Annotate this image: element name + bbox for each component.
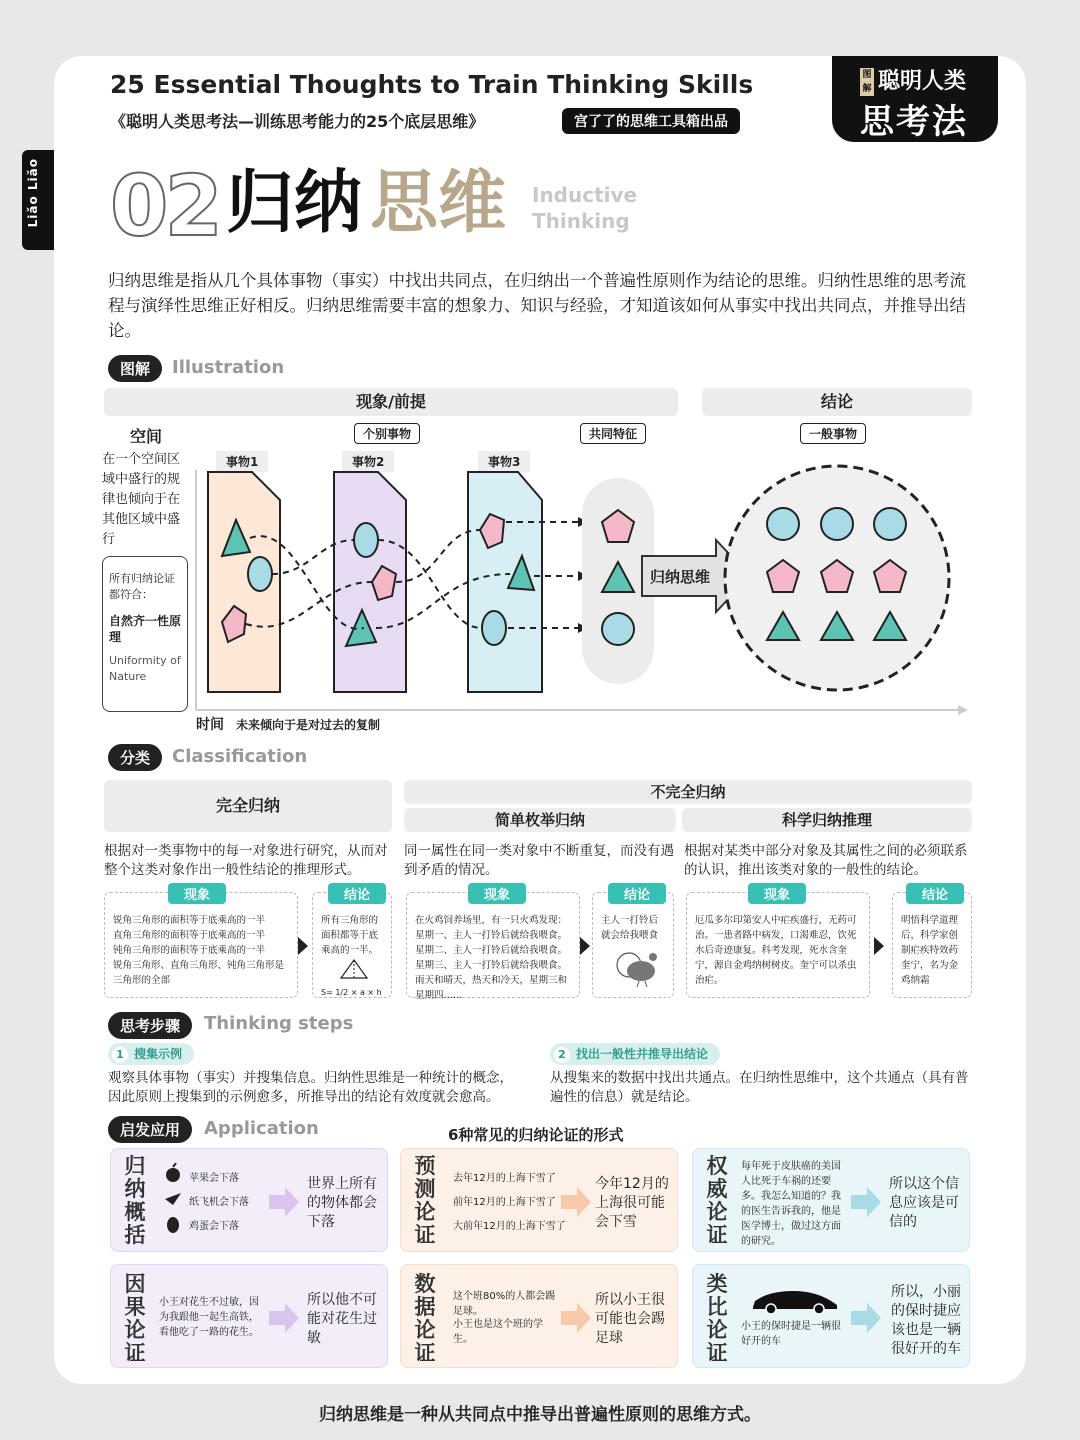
step2-title: 找出一般性并推导出结论 xyxy=(576,1047,709,1061)
logo-small-tag: 图解 xyxy=(860,68,874,96)
step2-pill xyxy=(550,1043,720,1065)
app1-conclusion: 世界上所有的物体都会下落 xyxy=(307,1176,377,1230)
complete-desc: 根据对一类事物中的每一对象进行研究，从而对整个这类对象作出一般性结论的推理形式。 xyxy=(104,843,388,878)
panel2-circle xyxy=(354,523,378,557)
complete-arrow xyxy=(298,937,308,955)
app5-premise-1: 这个班80%的人都会踢足球。 xyxy=(453,1291,556,1317)
app2-premise-2: 前年12月的上海下雪了 xyxy=(453,1197,556,1208)
thing3-label: 事物3 xyxy=(478,451,530,472)
step1-title: 搜集示例 xyxy=(134,1047,183,1061)
app2-premise-3: 大前年12月的上海下雪了 xyxy=(453,1221,566,1232)
classification-en: Classification xyxy=(172,746,308,767)
brand-pill: 宫了了的思维工具箱出品 xyxy=(562,108,740,134)
scientific-arrow xyxy=(874,937,884,955)
complete-phen-tag: 现象 xyxy=(168,883,226,904)
simple-arrow xyxy=(580,937,590,955)
simple-enumeration-bar: 简单枚举归纳 xyxy=(404,808,676,832)
induction-arrow-label: 归纳思维 xyxy=(650,568,711,586)
title-part-a: 归纳 xyxy=(226,164,363,243)
app-card-prediction xyxy=(400,1148,678,1252)
scientific-conc-tag: 结论 xyxy=(906,883,964,904)
space-text: 在一个空间区域中盛行的规律也倾向于在其他区域中盛行 xyxy=(102,452,181,547)
side-tab-label: Liǎo Liǎo xyxy=(26,158,40,228)
app-card-generalization xyxy=(110,1148,388,1252)
app2-arrow-icon xyxy=(561,1187,591,1217)
app-card-authority xyxy=(692,1148,970,1252)
app6-conclusion: 所以，小丽的保时捷应该也是一辆很好开的车 xyxy=(891,1284,961,1357)
app5-conclusion: 所以小王很可能也会踢足球 xyxy=(595,1292,665,1346)
tag-individual: 个别事物 xyxy=(354,423,420,444)
simple-conc-text: 主人一打铃后就会给我喂食 xyxy=(601,915,659,941)
uniformity-line3: Uniformity of Nature xyxy=(109,654,181,683)
complete-phen-4: 锐角三角形、直角三角形、钝角三角形是三角形的全部 xyxy=(113,960,285,986)
title-english-line1: Inductive xyxy=(532,183,638,207)
tag-general: 一般事物 xyxy=(800,423,866,444)
turkey-icon xyxy=(615,943,665,987)
incomplete-induction-bar: 不完全归纳 xyxy=(404,780,972,804)
app6-arrow-icon xyxy=(851,1303,881,1333)
app4-arrow-icon xyxy=(269,1303,299,1333)
application-pill: 启发应用 xyxy=(108,1116,192,1143)
complete-conc-text: 所有三角形的面积都等于底乘高的一半。 xyxy=(321,915,379,956)
uniformity-line2: 自然齐一性原理 xyxy=(109,614,182,644)
space-title: 空间 xyxy=(130,427,163,446)
premise-bar: 现象/前提 xyxy=(104,388,678,416)
illustration-pill: 图解 xyxy=(108,355,162,382)
app1-premise-2: 纸飞机会下落 xyxy=(189,1197,249,1208)
step1-number: 1 xyxy=(112,1047,128,1063)
application-en: Application xyxy=(204,1118,319,1139)
simple-desc: 同一属性在同一类对象中不断重复，而没有遇到矛盾的情况。 xyxy=(404,843,674,878)
app-card-analogy xyxy=(692,1264,970,1368)
app-card-analogy-title: 类比论证 xyxy=(706,1272,728,1365)
app-card-causal-title: 因果论证 xyxy=(124,1272,146,1365)
application-heading: 6种常见的归纳论证的形式 xyxy=(448,1126,624,1144)
title-english-line2: Thinking xyxy=(532,209,630,233)
app2-conclusion: 今年12月的上海很可能会下雪 xyxy=(595,1176,669,1230)
intro-paragraph: 归纳思维是指从几个具体事物（事实）中找出共同点，在归纳出一个普遍性原则作为结论的思维。归纳性思维的思考流程与演绎性思维正好相反。归纳思维需要丰富的想象力、知识与经验，才知道该如何从事实中找出共同点，并推导出结论。 xyxy=(108,271,966,340)
scientific-phen-tag: 现象 xyxy=(748,883,806,904)
app1-premise-3: 鸡蛋会下落 xyxy=(189,1221,239,1232)
app4-conclusion: 所以他不可能对花生过敏 xyxy=(307,1292,377,1346)
illustration-en: Illustration xyxy=(172,357,285,378)
app3-arrow-icon xyxy=(851,1187,881,1217)
complete-phenomenon-box xyxy=(104,892,298,998)
app4-premise-1: 小王对花生不过敏，因为我跟他一起生高铁，看他吃了一路的花生。 xyxy=(159,1297,259,1338)
app3-conclusion: 所以这个信息应该是可信的 xyxy=(889,1176,959,1230)
title-part-b: 思维 xyxy=(370,164,507,243)
triangle-icon xyxy=(339,958,369,980)
app3-premise-1: 每年死于皮肤癌的美国人比死于车祸的还要多。我怎么知道的？我的医生告诉我的，他是医学博士，做过这方面的研究。 xyxy=(741,1161,841,1247)
general-circle-2 xyxy=(821,508,853,540)
object-icons xyxy=(163,1163,183,1239)
general-circle-3 xyxy=(874,508,906,540)
chinese-subtitle: 《聪明人类思考法—训练思考能力的25个底层思维》 xyxy=(110,112,485,131)
scientific-conclusion-box: 明悟科学道理后，科学家创制疟疾特效药奎宁，名为金鸡纳霜 xyxy=(892,892,972,998)
app-card-prediction-title: 预测论证 xyxy=(414,1154,436,1247)
car-icon xyxy=(749,1287,841,1313)
complete-conclusion-box xyxy=(312,892,392,998)
complete-phen-1: 锐角三角形的面积等于底乘高的一半 xyxy=(113,915,266,926)
time-desc: 未来倾向于是对过去的复制 xyxy=(236,718,381,732)
triangle-formula: S= 1/2 × a × h xyxy=(321,988,382,997)
step2-number: 2 xyxy=(554,1047,570,1063)
simple-conclusion-box xyxy=(592,892,674,998)
app-card-statistical-title: 数据论证 xyxy=(414,1272,436,1365)
conclusion-bar: 结论 xyxy=(702,388,972,416)
steps-en: Thinking steps xyxy=(204,1013,354,1034)
logo-line1: 聪明人类 xyxy=(878,69,967,94)
simple-phen-tag: 现象 xyxy=(468,883,526,904)
panel3-circle xyxy=(482,611,506,645)
steps-pill: 思考步骤 xyxy=(108,1012,192,1039)
app2-premise-1: 去年12月的上海下雪了 xyxy=(453,1173,556,1184)
app-card-causal xyxy=(110,1264,388,1368)
app6-premise-1: 小王的保时捷是一辆很好开的车 xyxy=(741,1321,841,1347)
time-label: 时间 xyxy=(196,717,224,733)
general-circle-1 xyxy=(767,508,799,540)
app5-arrow-icon xyxy=(561,1303,591,1333)
complete-phen-2: 直角三角形的面积等于底乘高的一半 xyxy=(113,930,266,941)
step2-desc: 从搜集来的数据中找出共通点。在归纳性思维中，这个共通点（具有普遍性的信息）就是结论。 xyxy=(550,1070,969,1105)
app-card-statistical xyxy=(400,1264,678,1368)
complete-induction-bar: 完全归纳 xyxy=(104,780,392,832)
chapter-number: 02 xyxy=(110,157,219,255)
english-title: 25 Essential Thoughts to Train Thinking Skills xyxy=(110,70,754,99)
simple-conc-tag: 结论 xyxy=(608,883,666,904)
common-circle xyxy=(602,613,634,645)
app1-arrow-icon xyxy=(269,1187,299,1217)
app-card-generalization-title: 归纳概括 xyxy=(124,1154,146,1247)
scientific-desc: 根据对某类中部分对象及其属性之间的必须联系的认识，推出该类对象的一般性的结论。 xyxy=(684,843,968,878)
step1-desc: 观察具体事物（事实）并搜集信息。归纳性思维是一种统计的概念，因此原则上搜集到的示例愈多，所推导出的结论有效度就会愈高。 xyxy=(108,1070,513,1105)
complete-phen-3: 钝角三角形的面积等于底乘高的一半 xyxy=(113,945,266,956)
time-axis-arrowhead xyxy=(958,705,968,715)
app5-premise-2: 小王也是这个班的学生。 xyxy=(453,1319,543,1345)
thing2-label: 事物2 xyxy=(342,451,394,472)
app-card-authority-title: 权威论证 xyxy=(706,1154,728,1247)
classification-pill: 分类 xyxy=(108,744,162,771)
step1-pill xyxy=(108,1043,194,1065)
tag-common: 共同特征 xyxy=(580,423,646,444)
logo-line2: 思考法 xyxy=(860,102,968,142)
uniformity-line1: 所有归纳论证都符合： xyxy=(109,572,175,601)
panel1-circle xyxy=(248,557,272,591)
scientific-phenomenon-box: 厄瓜多尔印第安人中疟疾盛行，无药可治。一患者路中病发，口渴难忍，饮死水后奇迹康复。科考发现，死水含奎宁，源自金鸡纳树树皮。奎宁可以杀虫治疟。 xyxy=(686,892,870,998)
complete-conc-tag: 结论 xyxy=(328,883,386,904)
scientific-induction-bar: 科学归纳推理 xyxy=(682,808,972,832)
footer-summary: 归纳思维是一种从共同点中推导出普遍性原则的思维方式。 xyxy=(319,1405,761,1425)
simple-phenomenon-box: 在火鸡饲养场里，有一只火鸡发现：星期一、主人一打铃后就给我喂食。星期二、主人一打铃后就给我喂食。星期三、主人一打铃后就给我喂食。雨天和晴天，热天和冷天，星期三和星期四…… xyxy=(406,892,580,998)
app1-premise-1: 苹果会下落 xyxy=(189,1173,239,1184)
thing1-label: 事物1 xyxy=(216,451,268,472)
